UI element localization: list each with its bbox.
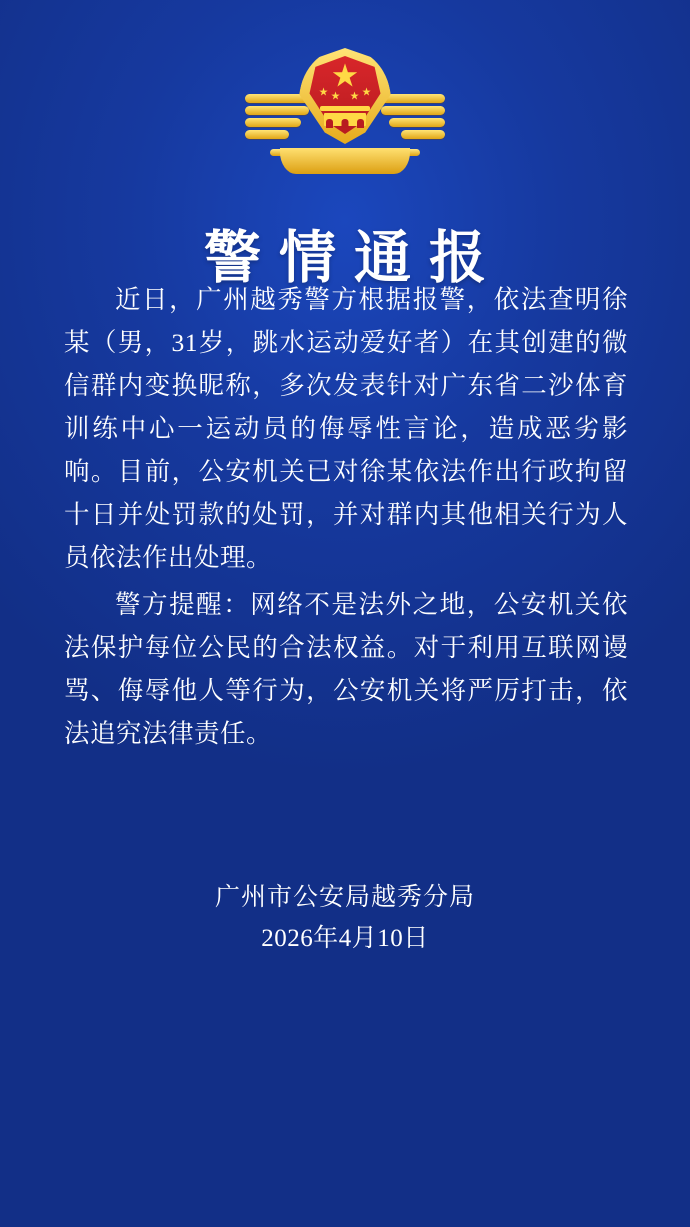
page-title: 警情通报 — [204, 227, 504, 291]
notice-paragraph: 近日，广州越秀警方根据报警，依法查明徐某（男，31岁，跳水运动爱好者）在其创建的微信群内变换昵称，多次发表针对广东省二沙体育训练中心一运动员的侮辱性言论，造成恶劣影响。目前，公安机关已对徐某依法作出行政拘留十日并处罚款的处罚，并对群内其他相关行为人员依法作出处理。 — [64, 285, 628, 572]
emblem-mini-star-icon: ★ — [361, 87, 371, 97]
china-police-emblem-icon — [245, 48, 445, 176]
notice-body — [64, 278, 628, 759]
emblem-mini-star-icon: ★ — [331, 91, 341, 101]
emblem-shield — [299, 48, 391, 144]
emblem-mini-star-icon: ★ — [319, 87, 329, 97]
emblem-big-star-icon: ★ — [331, 62, 359, 91]
emblem-container — [0, 48, 690, 176]
emblem-base — [280, 148, 410, 174]
signature-block — [0, 878, 690, 960]
emblem-mini-star-icon: ★ — [349, 91, 359, 101]
emblem-mini-stars — [317, 88, 373, 102]
issue-date: 2026年4月10日 — [261, 925, 429, 952]
issuing-organization: 广州市公安局越秀分局 — [214, 884, 475, 911]
emblem-tiananmen-gate — [320, 106, 370, 128]
notice-paragraph: 警方提醒：网络不是法外之地，公安机关依法保护每位公民的合法权益。对于利用互联网谩骂、侮辱他人等行为，公安机关将严厉打击，依法追究法律责任。 — [64, 590, 628, 748]
